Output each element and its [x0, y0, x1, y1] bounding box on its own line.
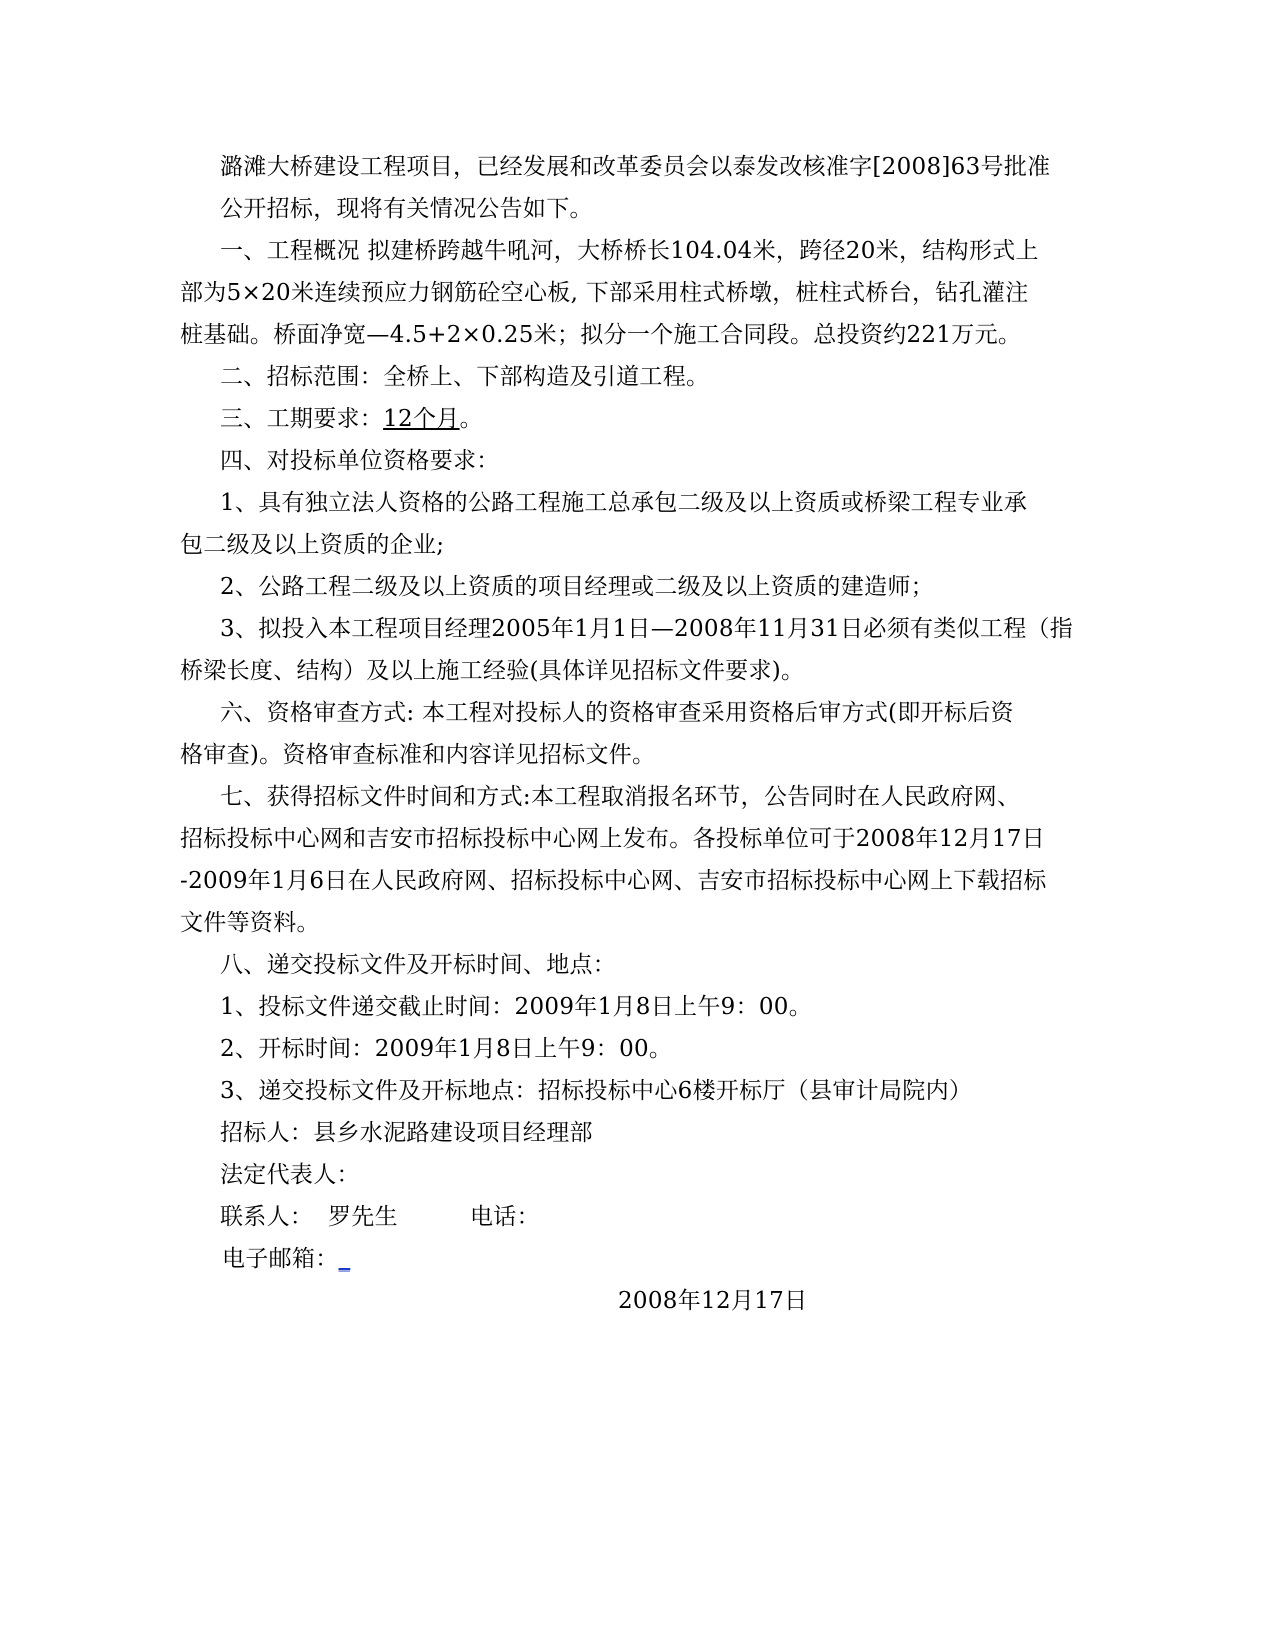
review-line-2: 格审查)。资格审查标准和内容详见招标文件。	[180, 742, 656, 768]
qualification-item-1-line-2: 包二级及以上资质的企业;	[180, 532, 445, 558]
scope-line: 二、招标范围：全桥上、下部构造及引道工程。	[220, 364, 710, 390]
submission-item-2: 2、开标时间：2009年1月8日上午9：00。	[220, 1036, 673, 1062]
period-line	[220, 404, 483, 434]
qualification-item-1-line-1: 1、具有独立法人资格的公路工程施工总承包二级及以上资质或桥梁工程专业承	[220, 490, 1028, 516]
review-line-1: 六、资格审查方式: 本工程对投标人的资格审查采用资格后审方式(即开标后资	[220, 700, 1014, 726]
contact-person-label: 联系人：	[220, 1204, 314, 1230]
email-line	[222, 1244, 350, 1274]
qualification-item-3-line-2: 桥梁长度、结构）及以上施工经验(具体详见招标文件要求)。	[180, 658, 805, 684]
obtain-line-1: 七、获得招标文件时间和方式:本工程取消报名环节，公告同时在人民政府网、	[220, 784, 1021, 810]
obtain-line-2: 招标投标中心网和吉安市招标投标中心网上发布。各投标单位可于2008年12月17日	[180, 826, 1046, 852]
obtain-line-4: 文件等资料。	[180, 910, 320, 936]
submission-item-1: 1、投标文件递交截止时间：2009年1月8日上午9：00。	[220, 994, 813, 1020]
period-suffix: 。	[459, 406, 483, 432]
obtain-line-3: -2009年1月6日在人民政府网、招标投标中心网、吉安市招标投标中心网上下载招标	[180, 868, 1047, 894]
legal-rep-line: 法定代表人：	[220, 1162, 360, 1188]
submission-heading: 八、递交投标文件及开标时间、地点：	[220, 952, 617, 978]
intro-line-2: 公开招标，现将有关情况公告如下。	[220, 196, 593, 222]
overview-line-2: 部为5×20米连续预应力钢筋砼空心板, 下部采用柱式桥墩，桩柱式桥台，钻孔灌注	[180, 280, 1029, 306]
period-value: 12个月	[383, 406, 460, 432]
submission-item-3: 3、递交投标文件及开标地点：招标投标中心6楼开标厅（县审计局院内）	[220, 1078, 973, 1104]
tenderer-line: 招标人：县乡水泥路建设项目经理部	[220, 1120, 593, 1146]
document-date: 2008年12月17日	[618, 1288, 808, 1314]
phone-label: 电话：	[470, 1204, 540, 1230]
overview-line-3: 桩基础。桥面净宽—4.5+2×0.25米；拟分一个施工合同段。总投资约221万元。	[180, 322, 1022, 348]
qualification-heading: 四、对投标单位资格要求：	[220, 448, 500, 474]
email-link[interactable]: _	[338, 1246, 351, 1272]
overview-line-1: 一、工程概况 拟建桥跨越牛吼河，大桥桥长104.04米，跨径20米，结构形式上	[220, 238, 1039, 264]
period-prefix: 三、工期要求：	[220, 406, 384, 432]
qualification-item-2: 2、公路工程二级及以上资质的项目经理或二级及以上资质的建造师；	[220, 574, 934, 600]
intro-line-1: 潞滩大桥建设工程项目，已经发展和改革委员会以泰发改核准字[2008]63号批准	[220, 154, 1051, 180]
qualification-item-3-line-1: 3、拟投入本工程项目经理2005年1月1日—2008年11月31日必须有类似工程（指	[220, 616, 1074, 642]
email-label: 电子邮箱：	[222, 1246, 339, 1272]
contact-person-name: 罗先生	[328, 1204, 398, 1230]
